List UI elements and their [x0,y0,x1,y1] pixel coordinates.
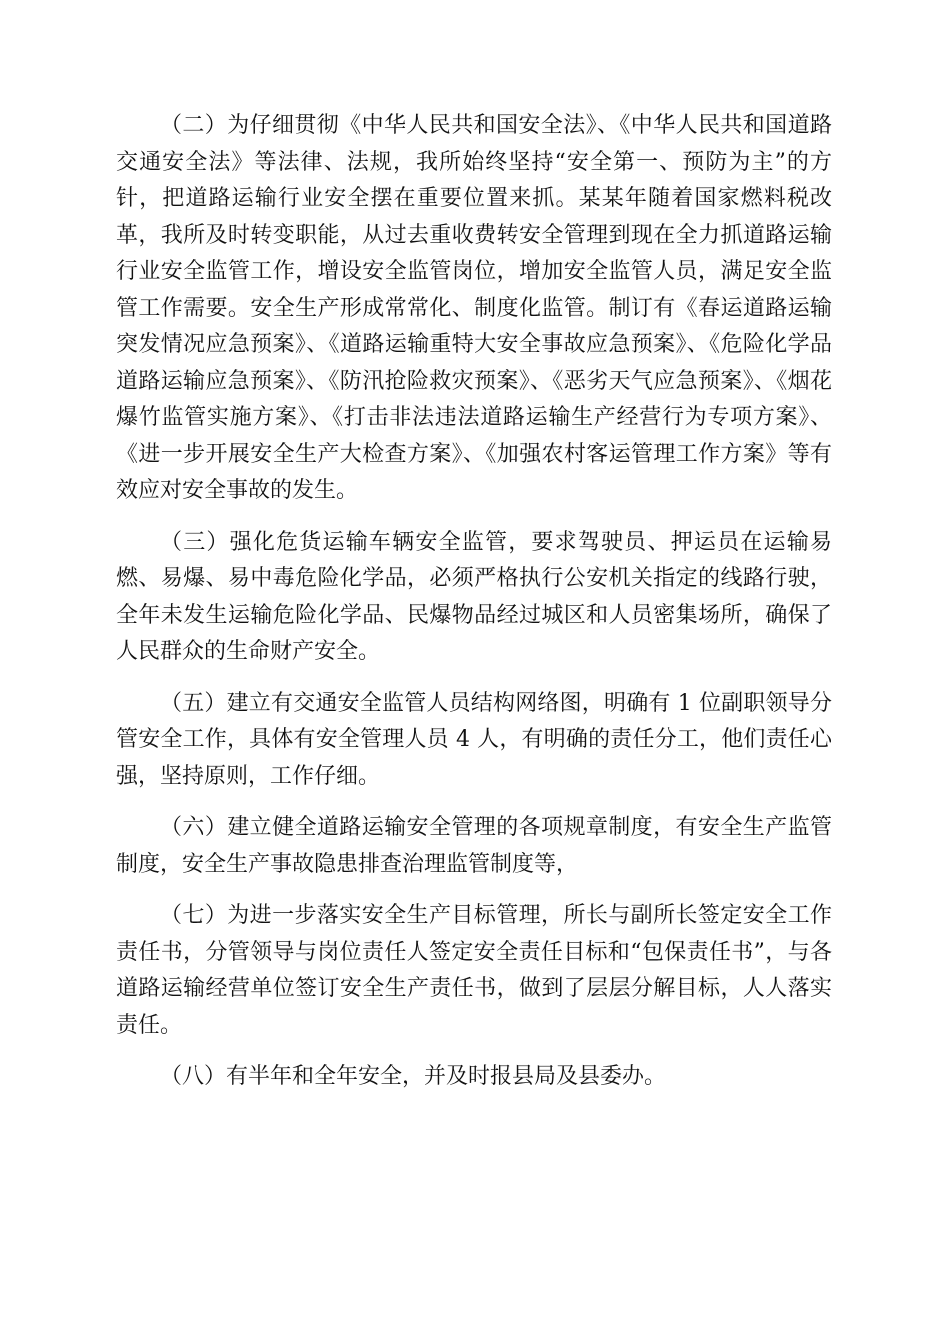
document-body [116,108,832,1111]
paragraph-5: （五）建立有交通安全监管人员结构网络图，明确有 1 位副职领导分管安全工作，具体有安全管理人员 4 人，有明确的责任分工，他们责任心强，坚持原则，工作仔细。 [116,690,832,789]
paragraph-8: （八）有半年和全年安全，并及时报县局及县委办。 [160,1064,667,1089]
paragraph-6: （六）建立健全道路运输安全管理的各项规章制度，有安全生产监管制度，安全生产事故隐患排查治理监管制度等， [116,815,832,877]
paragraph-7: （七）为进一步落实安全生产目标管理，所长与副所长签定安全工作责任书，分管领导与岗位责任人签定安全责任目标和“包保责任书”，与各道路运输经营单位签订安全生产责任书，做到了层层分解目标，人人落实责任。 [116,903,832,1038]
paragraph-3: （三）强化危货运输车辆安全监管，要求驾驶员、押运员在运输易燃、易爆、易中毒危险化学品，必须严格执行公安机关指定的线路行驶，全年未发生运输危险化学品、民爆物品经过城区和人员密集场所，确保了人民群众的生命财产安全。 [116,529,832,664]
paragraph-2: （二）为仔细贯彻《中华人民共和国安全法》、《中华人民共和国道路交通安全法》等法律、法规，我所始终坚持“安全第一、预防为主”的方针，把道路运输行业安全摆在重要位置来抓。某某年随着国家燃料税改革，我所及时转变职能，从过去重收费转安全管理到现在全力抓道路运输行业安全监管工作，增设安全监管岗位，增加安全监管人员，满足安全监管工作需要。安全生产形成常常化、制度化监管。制订有《春运道路运输突发情况应急预案》、《道路运输重特大安全事故应急预案》、《危险化学品道路运输应急预案》、《防汛抢险救灾预案》、《恶劣天气应急预案》、《烟花爆竹监管实施方案》、《打击非法违法道路运输生产经营行为专项方案》、《进一步开展安全生产大检查方案》、《加强农村客运管理工作方案》等有效应对安全事故的发生。 [116,113,832,503]
